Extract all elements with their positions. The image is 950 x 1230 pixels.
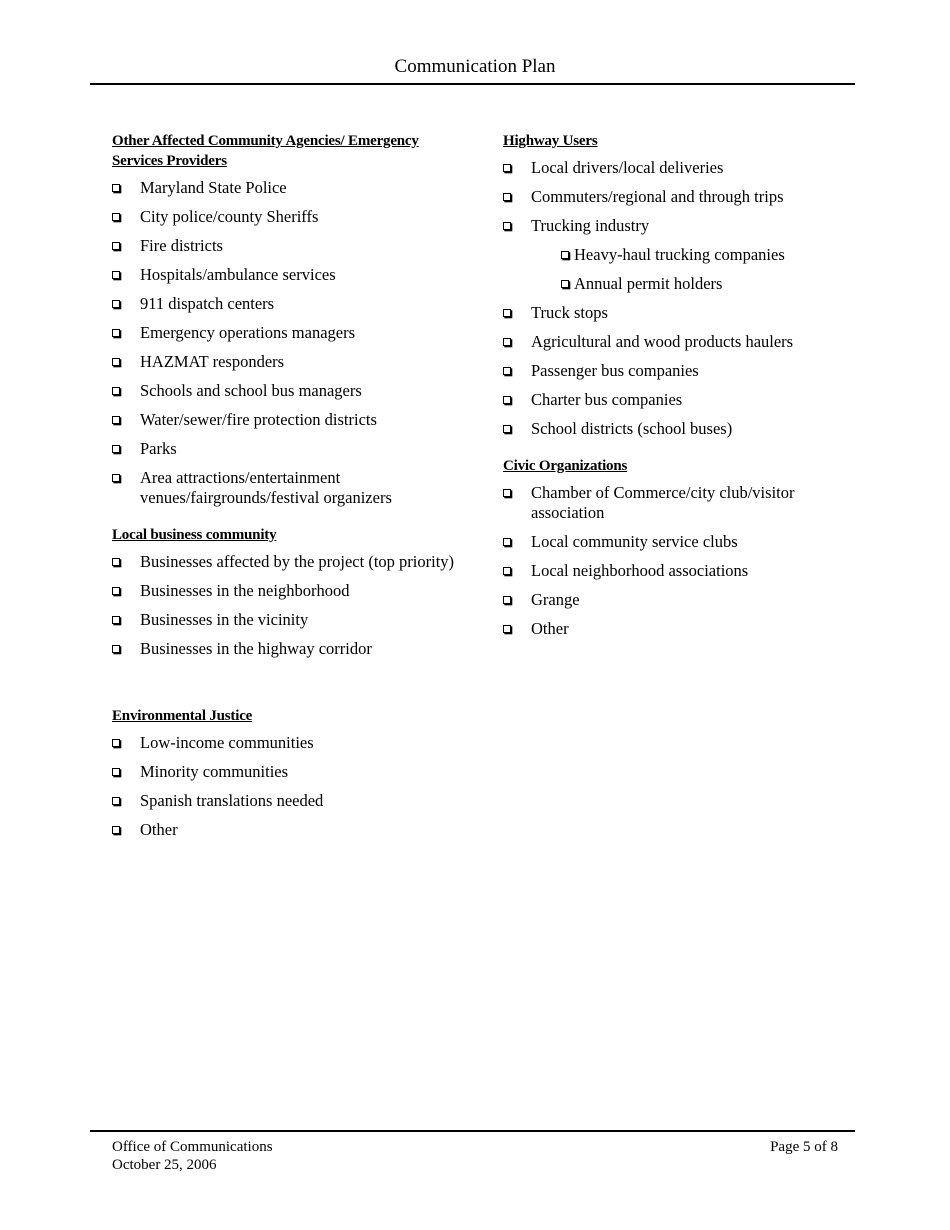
- checkbox-icon: [503, 367, 511, 375]
- list-item: [112, 439, 457, 459]
- right-column: [503, 131, 843, 648]
- list-item-label: Parks: [140, 439, 177, 458]
- list-item: [112, 323, 457, 343]
- checkbox-icon: [503, 309, 511, 317]
- checkbox-icon: [503, 425, 511, 433]
- document-title: Communication Plan: [394, 56, 556, 77]
- list-item-label: Area attractions/entertainment venues/fairgrounds/festival organizers: [140, 468, 392, 507]
- list-item: [112, 791, 457, 811]
- list-item: [503, 216, 843, 236]
- checkbox-icon: [112, 616, 120, 624]
- list-item-label: Emergency operations managers: [140, 323, 356, 342]
- footer-left: [112, 1138, 273, 1174]
- section-local-business: [112, 525, 457, 659]
- checkbox-icon: [503, 567, 511, 575]
- list-item: [112, 552, 457, 572]
- section-heading: Local business community: [112, 527, 277, 543]
- checkbox-icon: [112, 271, 120, 279]
- list-item-label: Schools and school bus managers: [140, 381, 362, 400]
- list-item: [503, 303, 843, 323]
- checkbox-icon: [112, 387, 120, 395]
- checklist: [503, 158, 843, 439]
- section-highway-users: [503, 131, 843, 439]
- checkbox-icon: [503, 489, 511, 497]
- list-item: [503, 619, 843, 639]
- list-item-label: City police/county Sheriffs: [140, 207, 319, 226]
- checkbox-icon: [112, 739, 120, 747]
- checkbox-icon: [503, 222, 511, 230]
- list-item-label: Local neighborhood associations: [531, 561, 749, 580]
- checkbox-icon: [112, 242, 120, 250]
- list-item: [112, 381, 457, 401]
- checkbox-icon: [112, 645, 120, 653]
- list-item: [503, 361, 843, 381]
- list-item: [503, 332, 843, 352]
- list-item-label: Agricultural and wood products haulers: [531, 332, 794, 351]
- footer-office: Office of Communications: [112, 1139, 273, 1155]
- list-item: [503, 532, 843, 552]
- list-subitem: [503, 274, 843, 294]
- checkbox-icon: [112, 416, 120, 424]
- header-divider: [90, 83, 855, 85]
- checkbox-icon: [503, 164, 511, 172]
- list-item: [503, 419, 843, 439]
- list-item-label: Maryland State Police: [140, 178, 287, 197]
- checkbox-icon: [112, 474, 120, 482]
- checkbox-icon: [503, 538, 511, 546]
- list-item: [112, 352, 457, 372]
- list-subitem: [503, 245, 843, 265]
- checkbox-icon: [112, 300, 120, 308]
- footer-page-number: Page 5 of 8: [770, 1139, 838, 1155]
- checkbox-icon: [503, 396, 511, 404]
- list-item: [112, 207, 457, 227]
- checkbox-icon: [112, 213, 120, 221]
- list-item-label: School districts (school buses): [531, 419, 733, 438]
- list-item-label: Grange: [531, 590, 580, 609]
- list-item-label: Other: [140, 820, 178, 839]
- list-item: [112, 639, 457, 659]
- section-environmental-justice: [112, 706, 457, 840]
- list-item-label: Chamber of Commerce/city club/visitor association: [531, 483, 795, 522]
- checkbox-icon: [112, 797, 120, 805]
- list-item: [112, 762, 457, 782]
- list-item: [112, 410, 457, 430]
- list-item: [112, 178, 457, 198]
- footer-divider: [90, 1130, 855, 1132]
- checkbox-icon: [503, 596, 511, 604]
- list-item: [503, 187, 843, 207]
- list-item-label: Businesses in the vicinity: [140, 610, 309, 629]
- checkbox-icon: [561, 251, 569, 259]
- checkbox-icon: [112, 358, 120, 366]
- checkbox-icon: [561, 280, 569, 288]
- list-item-label: Trucking industry: [531, 216, 650, 235]
- list-item: [112, 236, 457, 256]
- checklist: [112, 733, 457, 840]
- list-item: [503, 390, 843, 410]
- list-item: [112, 610, 457, 630]
- list-item: [112, 265, 457, 285]
- checkbox-icon: [503, 625, 511, 633]
- list-item-label: Local drivers/local deliveries: [531, 158, 724, 177]
- list-item-label: Minority communities: [140, 762, 289, 781]
- checkbox-icon: [503, 193, 511, 201]
- list-item-label: Water/sewer/fire protection districts: [140, 410, 377, 429]
- list-item-label: Other: [531, 619, 569, 638]
- checkbox-icon: [112, 329, 120, 337]
- list-item-label: Passenger bus companies: [531, 361, 699, 380]
- checkbox-icon: [112, 184, 120, 192]
- list-item: [503, 590, 843, 610]
- list-item-label: Annual permit holders: [574, 274, 723, 293]
- list-item: [112, 733, 457, 753]
- checkbox-icon: [112, 826, 120, 834]
- list-item: [112, 820, 457, 840]
- checkbox-icon: [112, 587, 120, 595]
- checkbox-icon: [112, 445, 120, 453]
- list-item-label: Truck stops: [531, 303, 608, 322]
- list-item: [112, 468, 457, 508]
- list-item-label: 911 dispatch centers: [140, 294, 275, 313]
- list-item-label: Spanish translations needed: [140, 791, 324, 810]
- list-item-label: HAZMAT responders: [140, 352, 285, 371]
- list-item-label: Hospitals/ambulance services: [140, 265, 336, 284]
- footer-date: October 25, 2006: [112, 1157, 217, 1173]
- list-item-label: Low-income communities: [140, 733, 314, 752]
- checkbox-icon: [503, 338, 511, 346]
- list-item-label: Local community service clubs: [531, 532, 738, 551]
- section-heading: Environmental Justice: [112, 708, 253, 724]
- list-item: [112, 581, 457, 601]
- list-item: [112, 294, 457, 314]
- list-item-label: Businesses in the neighborhood: [140, 581, 350, 600]
- section-heading: Other Affected Community Agencies/ Emergency Services Providers: [112, 133, 419, 169]
- list-item-label: Businesses in the highway corridor: [140, 639, 372, 658]
- section-heading: Civic Organizations: [503, 458, 628, 474]
- section-civic-organizations: [503, 456, 843, 639]
- list-item-label: Charter bus companies: [531, 390, 683, 409]
- section-emergency-services: [112, 131, 457, 508]
- list-item-label: Commuters/regional and through trips: [531, 187, 784, 206]
- list-item-label: Fire districts: [140, 236, 223, 255]
- checkbox-icon: [112, 558, 120, 566]
- list-item-label: Heavy-haul trucking companies: [574, 245, 785, 264]
- list-item: [503, 483, 843, 523]
- section-heading: Highway Users: [503, 133, 598, 149]
- list-item: [503, 158, 843, 178]
- list-item: [503, 561, 843, 581]
- checkbox-icon: [112, 768, 120, 776]
- checklist: [503, 483, 843, 639]
- left-column: [112, 131, 457, 849]
- checklist: [112, 552, 457, 659]
- list-item-label: Businesses affected by the project (top priority): [140, 552, 455, 571]
- checklist: [112, 178, 457, 508]
